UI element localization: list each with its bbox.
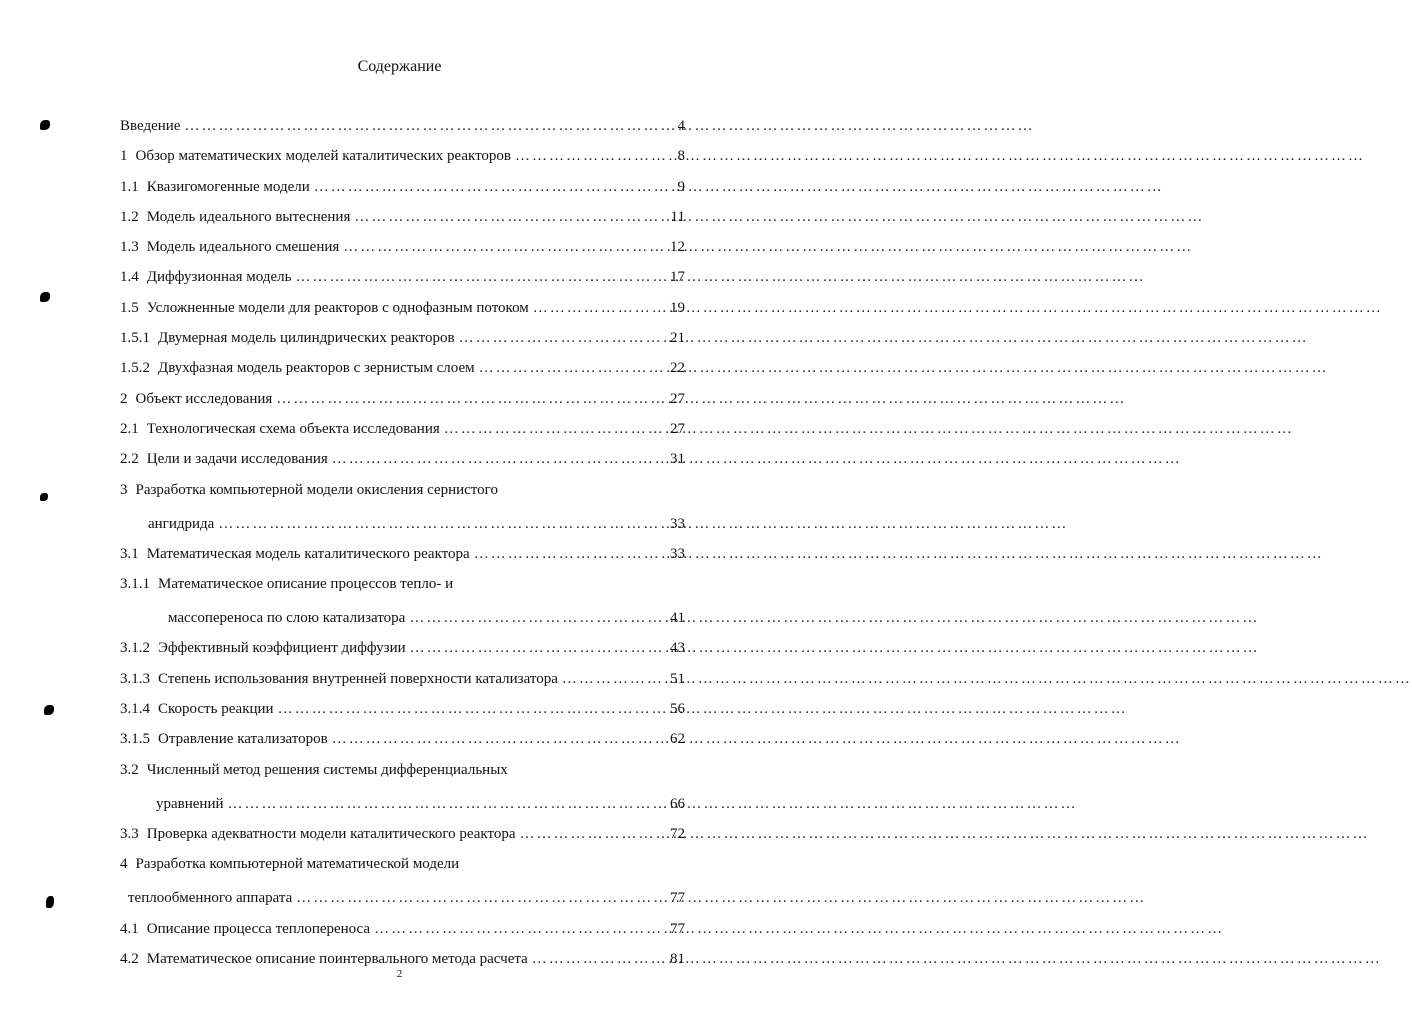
toc-entry-number: 1.5.2 — [120, 360, 150, 377]
toc-leader-dots — [520, 824, 660, 844]
toc-entry — [120, 298, 685, 328]
toc-entry — [120, 638, 685, 668]
toc-entry-page: 8 — [677, 148, 685, 165]
toc-leader-dots — [459, 328, 659, 348]
toc-entry-label: Описание процесса теплопереноса — [146, 920, 371, 937]
toc-entry-number: 3.2 — [120, 761, 139, 778]
toc-entry-label: Эффективный коэффициент диффузии — [158, 640, 406, 657]
toc-entry-number: 3.1.4 — [120, 701, 150, 718]
toc-entry-number: 3.1.2 — [120, 640, 150, 657]
toc-entry-page: 77 — [670, 890, 685, 907]
toc-leader-dots — [532, 949, 659, 969]
toc-entry-number: 3.3 — [120, 825, 139, 842]
toc-entry-label: Разработка компьютерной модели окисления сернистого — [135, 481, 498, 498]
toc-leader-dots — [278, 699, 659, 719]
toc-leader-dots — [184, 116, 659, 136]
toc-entry — [120, 389, 685, 419]
toc-entry-page: 43 — [670, 640, 685, 657]
toc-entry-page: 51 — [670, 670, 685, 687]
toc-entry-page: 66 — [670, 795, 685, 812]
toc-leader-dots — [533, 298, 659, 318]
toc-leader-dots — [474, 544, 659, 564]
toc-entry-label: Математическая модель каталитического реактора — [146, 545, 470, 562]
toc-entry-label: Численный метод решения системы дифференциальных — [146, 761, 508, 778]
toc-entry — [120, 574, 685, 608]
toc-entry-number: 1.5 — [120, 299, 139, 316]
toc-entry-label: Обзор математических моделей каталитических реакторов — [135, 148, 512, 165]
toc-entry-label: Разработка компьютерной математической модели — [135, 856, 460, 873]
toc-entry-number: 3 — [120, 481, 128, 498]
toc-leader-dots — [276, 389, 659, 409]
toc-entry — [120, 116, 685, 146]
toc-entry — [120, 854, 685, 888]
toc-entry — [120, 146, 685, 176]
toc-entry-label: Диффузионная модель — [146, 269, 292, 286]
toc-entry — [120, 919, 685, 949]
page-title: Содержание — [357, 58, 442, 75]
toc-entry-page: 22 — [670, 360, 685, 377]
toc-entry-label: Технологическая схема объекта исследования — [146, 420, 440, 437]
toc-leader-dots — [515, 146, 659, 166]
toc-entry-label: Степень использования внутренней поверхности катализатора — [158, 670, 558, 687]
toc-entry-page: 9 — [677, 178, 685, 195]
scan-mark — [40, 292, 50, 302]
toc-entry — [120, 760, 685, 794]
toc-entry-number: 3.1.5 — [120, 731, 150, 748]
toc-entry-number: 3.1.3 — [120, 670, 150, 687]
toc-entry — [120, 207, 685, 237]
toc-entry-page: 81 — [670, 950, 685, 967]
toc-entry — [120, 419, 685, 449]
toc-entry — [120, 328, 685, 358]
toc-entry-label: Объект исследования — [135, 390, 273, 407]
toc-entry — [120, 267, 685, 297]
toc-entry — [120, 794, 685, 824]
toc-entry-label: Двухфазная модель реакторов с зернистым слоем — [158, 360, 475, 377]
table-of-contents — [120, 116, 685, 979]
toc-entry — [120, 608, 685, 638]
toc-entry-label: ангидрида — [148, 515, 215, 532]
toc-entry-label: Модель идеального смешения — [146, 239, 340, 256]
toc-entry-label: Скорость реакции — [158, 701, 274, 718]
toc-entry-page: 77 — [670, 920, 685, 937]
scan-mark — [40, 493, 48, 501]
toc-entry-number: 4.2 — [120, 950, 139, 967]
toc-entry-page: 21 — [670, 330, 685, 347]
toc-leader-dots — [228, 794, 659, 814]
toc-entry-number: 2.2 — [120, 451, 139, 468]
toc-entry-page: 33 — [670, 515, 685, 532]
toc-leader-dots — [444, 419, 659, 439]
toc-entry-page: 62 — [670, 731, 685, 748]
toc-entry-number: 2 — [120, 390, 128, 407]
toc-entry-label: уравнений — [156, 795, 224, 812]
toc-entry-page: 56 — [670, 701, 685, 718]
toc-entry-number: 1.4 — [120, 269, 139, 286]
toc-entry-page: 72 — [670, 825, 685, 842]
toc-entry — [120, 514, 685, 544]
toc-leader-dots — [409, 608, 659, 628]
toc-entry-label: Отравление катализаторов — [158, 731, 328, 748]
toc-entry-number: 3.1.1 — [120, 576, 150, 593]
toc-entry-label: Усложненные модели для реакторов с однофазным потоком — [146, 299, 529, 316]
toc-entry-label: Модель идеального вытеснения — [146, 208, 351, 225]
toc-entry-page: 12 — [670, 239, 685, 256]
toc-entry-page: 19 — [670, 299, 685, 316]
toc-entry-number: 1.3 — [120, 239, 139, 256]
toc-entry-page: 41 — [670, 610, 685, 627]
toc-entry-number: 1 — [120, 148, 128, 165]
toc-entry-page: 27 — [670, 420, 685, 437]
toc-leader-dots — [314, 177, 659, 197]
toc-entry — [120, 480, 685, 514]
toc-leader-dots — [343, 237, 659, 257]
toc-leader-dots — [332, 449, 659, 469]
page-number: 2 — [396, 968, 403, 980]
toc-leader-dots — [332, 729, 659, 749]
toc-leader-dots — [354, 207, 659, 227]
toc-entry-label: Введение — [120, 118, 181, 134]
toc-entry-label: Математическое описание поинтервального метода расчета — [146, 950, 528, 967]
toc-leader-dots — [410, 638, 659, 658]
toc-entry-number: 4.1 — [120, 920, 139, 937]
toc-leader-dots — [218, 514, 659, 534]
toc-leader-dots — [479, 358, 659, 378]
toc-entry-label: Проверка адекватности модели каталитического реактора — [146, 825, 516, 842]
toc-entry-label: Цели и задачи исследования — [146, 451, 328, 468]
toc-entry-page: 31 — [670, 451, 685, 468]
toc-entry-number: 1.2 — [120, 208, 139, 225]
toc-entry — [120, 237, 685, 267]
toc-entry-number: 2.1 — [120, 420, 139, 437]
toc-entry-number: 4 — [120, 856, 128, 873]
toc-entry — [120, 824, 685, 854]
toc-entry — [120, 544, 685, 574]
toc-entry-label: массопереноса по слою катализатора — [168, 610, 406, 627]
toc-leader-dots — [374, 919, 659, 939]
toc-entry — [120, 888, 685, 918]
toc-entry-label: Математическое описание процессов тепло- и — [158, 576, 454, 593]
toc-entry-page: 4 — [677, 118, 685, 134]
scan-mark — [44, 705, 54, 715]
toc-entry — [120, 669, 685, 699]
toc-entry — [120, 177, 685, 207]
toc-leader-dots — [562, 669, 659, 689]
scan-mark — [40, 120, 50, 130]
toc-entry-number: 1.5.1 — [120, 330, 150, 347]
toc-entry — [120, 358, 685, 388]
toc-entry-page: 11 — [670, 208, 685, 225]
toc-entry — [120, 699, 685, 729]
toc-entry-label: теплообменного аппарата — [128, 890, 293, 907]
toc-entry-page: 33 — [670, 545, 685, 562]
scan-mark — [46, 896, 54, 908]
toc-entry — [120, 729, 685, 759]
toc-entry-page: 17 — [670, 269, 685, 286]
toc-entry — [120, 449, 685, 479]
toc-entry-number: 1.1 — [120, 178, 139, 195]
toc-entry-label: Квазигомогенные модели — [146, 178, 310, 195]
toc-leader-dots — [295, 267, 659, 287]
toc-entry-page: 27 — [670, 390, 685, 407]
toc-entry-label: Двумерная модель цилиндрических реакторов — [158, 330, 455, 347]
toc-entry-number: 3.1 — [120, 545, 139, 562]
toc-leader-dots — [296, 888, 659, 908]
